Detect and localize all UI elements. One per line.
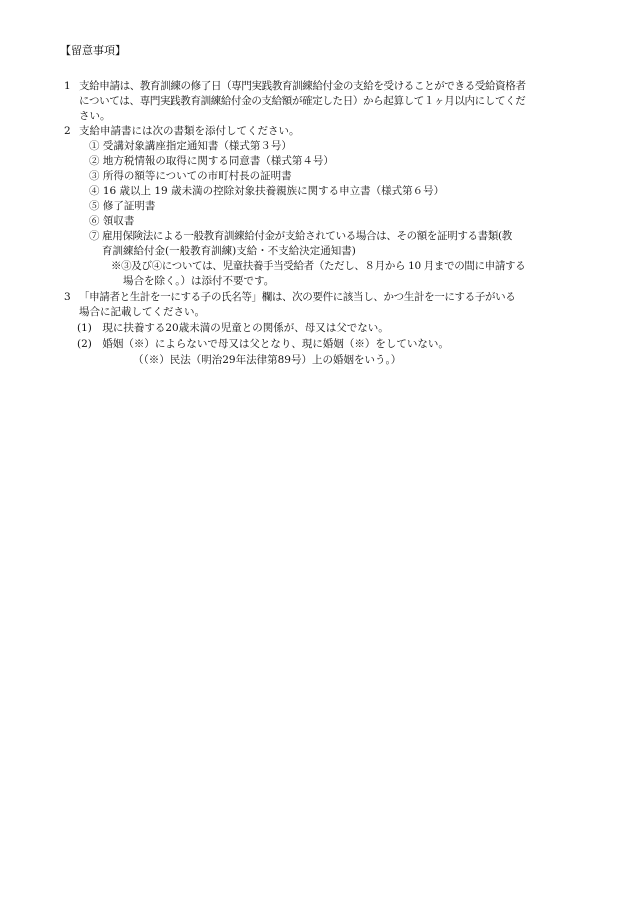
attachment-item: ⑤ 修了証明書 — [89, 200, 156, 212]
item-1-line-1: 支給申請は、教育訓練の修了日（専門実践教育訓練給付金の支給を受けることができる受給資格者 — [79, 80, 526, 92]
attachment-item: ① 受講対象講座指定通知書（様式第３号） — [89, 140, 292, 152]
item-3-number: 3 — [64, 291, 71, 303]
document-heading: 【留意事項】 — [60, 44, 126, 57]
item-3-line-2: 場合に記載してください。 — [79, 306, 205, 318]
item-1-line-2: については、専門実践教育訓練給付金の支給額が確定した日）から起算して１ヶ月以内にしてくだ — [79, 95, 526, 107]
item-1-number: 1 — [64, 80, 71, 92]
attachment-item: ③ 所得の額等についての市町村長の証明書 — [89, 170, 292, 182]
attachment-note-line-1: ※③及び④については、児童扶養手当受給者（ただし、８月から 10 月までの間に申請する — [111, 260, 526, 272]
item-3-line-1: 「申請者と生計を一にする子の氏名等」欄は、次の要件に該当し、かつ生計を一にする子がいる — [79, 291, 516, 303]
item-2-intro: 支給申請書には次の書類を添付してください。 — [79, 125, 300, 137]
item-1-line-3: さい。 — [79, 110, 111, 122]
attachment-item: ② 地方税情報の取得に関する同意書（様式第４号） — [89, 155, 334, 167]
item-2-number: 2 — [64, 125, 71, 137]
attachment-note-line-2: 場合を除く。）は添付不要です。 — [123, 275, 275, 287]
attachment-item: ⑦ 雇用保険法による一般教育訓練給付金が支給されている場合は、その額を証明する書類(教 — [89, 230, 512, 242]
attachment-item: ⑥ 領収書 — [89, 215, 135, 227]
attachment-item-7-continuation: 育訓練給付金(一般教育訓練)支給・不支給決定通知書) — [102, 245, 356, 257]
marriage-footnote: （（※）民法（明治29年法律第89号）上の婚姻をいう。） — [133, 354, 402, 366]
requirement-2: (2) 婚姻（※）によらないで母又は父となり、現に婚姻（※）をしていない。 — [77, 338, 449, 350]
attachment-item: ④ 16 歳以上 19 歳未満の控除対象扶養親族に関する申立書（様式第６号） — [89, 185, 445, 197]
requirement-1: (1) 現に扶養する20歳未満の児童との関係が、母又は父でない。 — [77, 322, 389, 334]
